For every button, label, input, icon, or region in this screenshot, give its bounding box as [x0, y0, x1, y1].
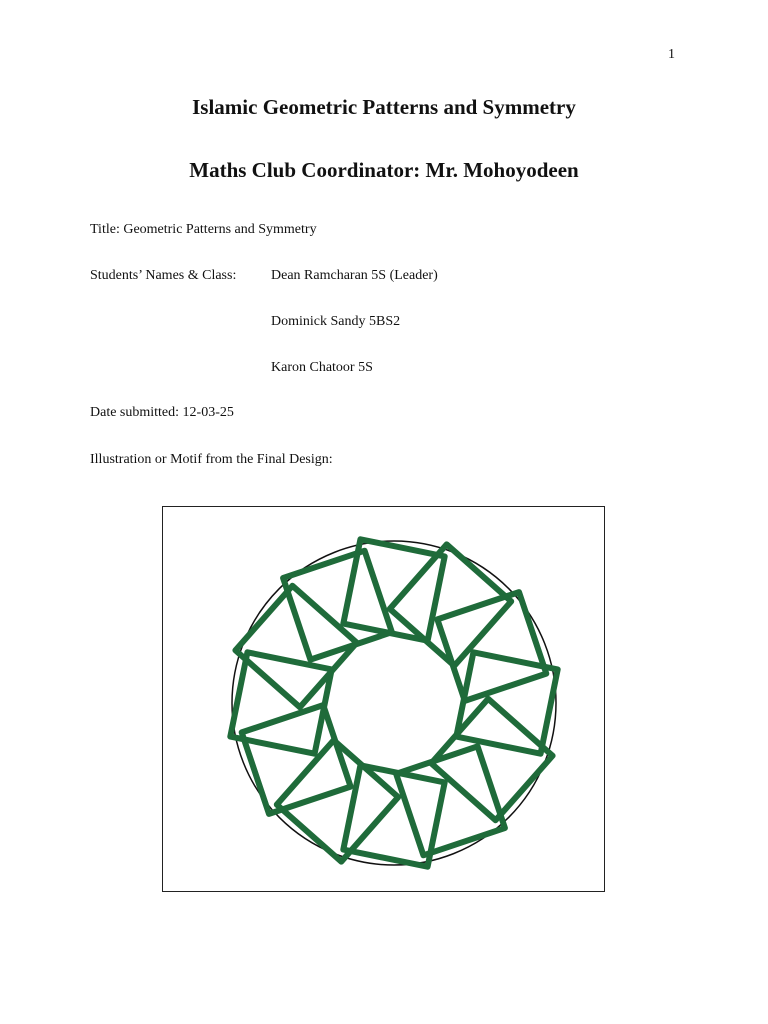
student-name-2: Dominick Sandy 5BS2 — [271, 314, 401, 329]
title-line: Title: Geometric Patterns and Symmetry — [90, 222, 317, 237]
motif-square — [230, 652, 331, 753]
motif-square — [283, 551, 392, 660]
date-submitted: Date submitted: 12-03-25 — [90, 405, 234, 420]
motif-square — [396, 746, 505, 855]
student-name-3: Karon Chatoor 5S — [271, 360, 373, 375]
students-label: Students’ Names & Class: — [90, 268, 237, 283]
motif-square — [431, 699, 552, 820]
page-number: 1 — [668, 47, 675, 62]
motif-square — [343, 765, 444, 866]
motif-square — [277, 740, 398, 861]
student-name-1: Dean Ramcharan 5S (Leader) — [271, 268, 438, 283]
motif-square — [235, 586, 356, 707]
motif-svg — [163, 507, 604, 891]
motif-square — [242, 705, 351, 814]
motif-square — [456, 652, 557, 753]
document-title: Islamic Geometric Patterns and Symmetry — [192, 95, 576, 119]
motif-figure — [162, 506, 605, 892]
coordinator-heading: Maths Club Coordinator: Mr. Mohoyodeen — [189, 158, 579, 182]
motif-square — [437, 592, 546, 701]
motif-square — [390, 544, 511, 665]
outer-circle — [232, 541, 556, 865]
illustration-label: Illustration or Motif from the Final Design: — [90, 452, 333, 467]
